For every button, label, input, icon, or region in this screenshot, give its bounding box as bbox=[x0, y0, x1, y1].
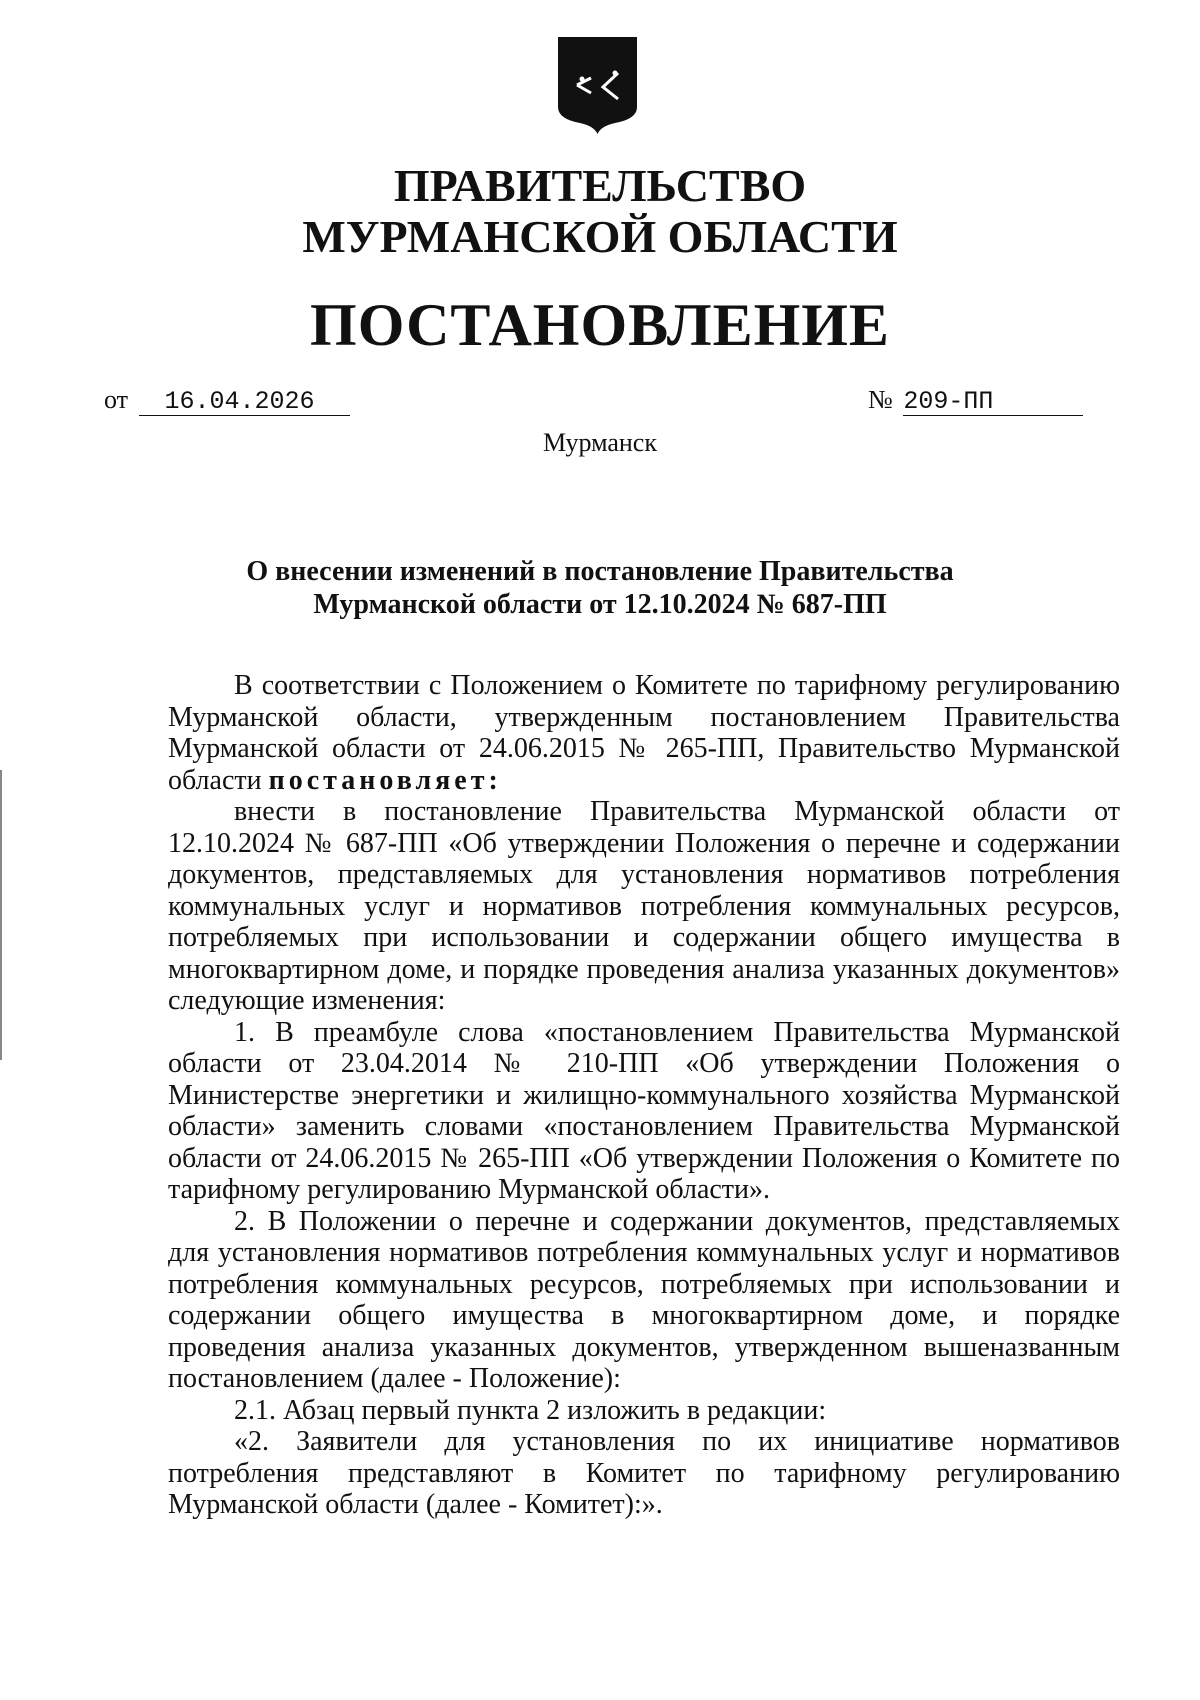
number-label: № bbox=[868, 385, 893, 414]
date-label: от bbox=[104, 385, 129, 414]
decree-word: постановляет: bbox=[268, 764, 502, 796]
paragraph-item-2: 2. В Положении о перечне и содержании документов, представляемых для установления нормативов потребления коммунальных услуг и нормативов потребления коммунальных ресурсов, потребляемых при использовании и содержании общего имущества в многоквартирном доме, и порядке проведения анализа указанных документов, утвержденном вышеназванным постановлением (далее - Положение): bbox=[168, 1205, 1120, 1394]
government-title-line1: ПРАВИТЕЛЬСТВО bbox=[393, 160, 807, 211]
subject-line2: Мурманской области от 12.10.2024 № 687-ПП bbox=[313, 589, 887, 620]
government-title-line2: МУРМАНСКОЙ ОБЛАСТИ bbox=[302, 211, 898, 262]
paragraph-item-1: 1. В преамбуле слова «постановлением Правительства Мурманской области от 23.04.2014 № 210-ПП «Об утверждении Положения о Министерстве энергетики и жилищно-коммунального хозяйства Мурманской области» заменить словами «постановлением Правительства Мурманской области от 24.06.2015 № 265-ПП «Об утверждении Положения о Комитете по тарифному регулированию Мурманской области». bbox=[168, 1016, 1120, 1205]
number-value: 209-ПП bbox=[903, 389, 1083, 416]
paragraph-resolution: внести в постановление Правительства Мурманской области от 12.10.2024 № 687-ПП «Об утверждении Положения о перечне и содержании документов, представляемых для установления нормативов потребления коммунальных услуг и нормативов потребления коммунальных ресурсов, потребляемых при использовании и содержании общего имущества в многоквартирном доме, и порядке проведения анализа указанных документов» следующие изменения: bbox=[168, 796, 1120, 1016]
date-value: 16.04.2026 bbox=[139, 389, 350, 416]
scan-edge-mark bbox=[0, 770, 2, 1060]
document-subject bbox=[0, 555, 1200, 621]
subject-line1: О внесении изменений в постановление Правительства bbox=[246, 556, 954, 587]
coat-of-arms-icon bbox=[555, 35, 640, 135]
number-field bbox=[868, 385, 1083, 416]
paragraph-item-2-1: 2.1. Абзац первый пункта 2 изложить в редакции: bbox=[234, 1394, 827, 1426]
preamble-text: В соответствии с Положением о Комитете по тарифному регулированию Мурманской области, утвержденным постановлением Правительства Мурманской области от 24.06.2015 № 265-ПП, Правительство Мурманской области bbox=[168, 670, 1120, 796]
city-name: Мурманск bbox=[543, 428, 657, 457]
paragraph-preamble bbox=[168, 670, 1120, 796]
date-field bbox=[104, 385, 350, 416]
document-type-title: ПОСТАНОВЛЕНИЕ bbox=[310, 292, 890, 358]
document-body bbox=[168, 670, 1120, 1521]
paragraph-quoted-item: «2. Заявители для установления по их инициативе нормативов потребления представляют в Комитет по тарифному регулированию Мурманской области (далее - Комитет):». bbox=[168, 1426, 1120, 1520]
